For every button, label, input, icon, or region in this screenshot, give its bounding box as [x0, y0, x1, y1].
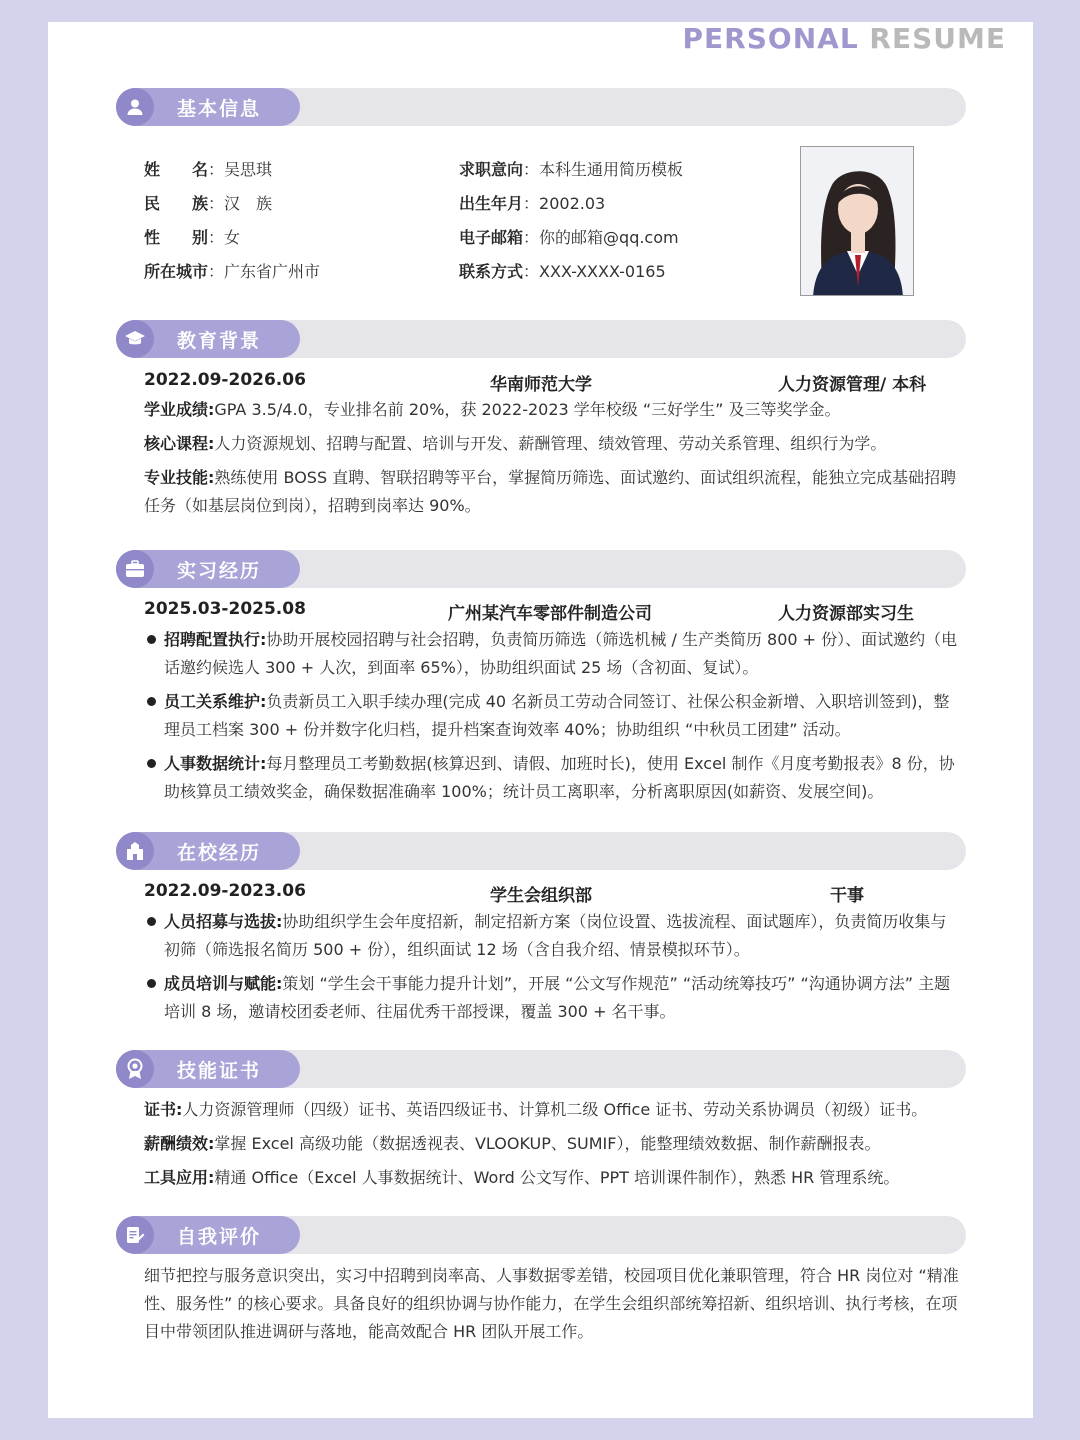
- info-city: 所在城市：广东省广州市: [144, 262, 321, 281]
- info-birth: 出生年月：2002.03: [459, 194, 606, 213]
- info-gender: 性 别：女: [144, 228, 241, 247]
- building-icon: [116, 832, 154, 870]
- section-header-self-evaluation: [116, 1216, 966, 1254]
- education-headline: 2022.09-2026.06 华南师范大学 人力资源管理/ 本科: [144, 370, 927, 395]
- section-title: 基本信息: [177, 98, 262, 120]
- award-icon: [116, 1050, 154, 1088]
- education-skills: 专业技能:熟练使用 BOSS 直聘、智联招聘等平台，掌握简历筛选、面试邀约、面试组织流程，能独立完成基础招聘任务（如基层岗位到岗），招聘到岗率达 90%。: [144, 468, 957, 515]
- internship-headline: 2025.03-2025.08 广州某汽车零部件制造公司 人力资源部实习生: [144, 599, 914, 624]
- section-title: 自我评价: [177, 1226, 262, 1248]
- section-header-skills: [116, 1050, 966, 1088]
- campus-headline: 2022.09-2023.06 学生会组织部 干事: [144, 881, 864, 906]
- bullet-icon: [147, 759, 156, 768]
- skills-payroll: 薪酬绩效:掌握 Excel 高级功能（数据透视表、VLOOKUP、SUMIF），能整理绩效数据、制作薪酬报表。: [144, 1134, 881, 1153]
- section-header-campus: [116, 832, 966, 870]
- section-title: 在校经历: [177, 842, 262, 864]
- section-title: 实习经历: [177, 560, 262, 582]
- bullet-icon: [147, 917, 156, 926]
- info-job-intent: 求职意向：本科生通用简历模板: [459, 160, 684, 179]
- bullet-icon: [147, 697, 156, 706]
- internship-item: 人事数据统计:每月整理员工考勤数据(核算迟到、请假、加班时长)，使用 Excel 制作《月度考勤报表》8 份，协助核算员工绩效奖金，确保数据准确率 100%；统计员工离职率，分析离职原因(如薪资、发展空间)。: [144, 750, 960, 806]
- info-name: 姓 名：吴思琪: [144, 160, 273, 179]
- internship-item: 员工关系维护:负责新员工入职手续办理(完成 40 名新员工劳动合同签订、社保公积金新增、入职培训签到)，整理员工档案 300 + 份并数字化归档，提升档案查询效率 40%；协助组织 “中秋员工团建” 活动。: [144, 688, 960, 744]
- self-evaluation-text: 细节把控与服务意识突出，实习中招聘到岗率高、人事数据零差错，校园项目优化兼职管理，符合 HR 岗位对 “精准性、服务性” 的核心要求。具备良好的组织协调与协作能力，在学生会组织部统筹招新、组织培训、执行考核，在项目中带领团队推进调研与落地，能高效配合 HR 团队开展工作。: [144, 1266, 959, 1341]
- section-title: 教育背景: [177, 330, 262, 352]
- section-header-education: [116, 320, 966, 358]
- graduation-cap-icon: [116, 320, 154, 358]
- section-header-internship: [116, 550, 966, 588]
- info-email: 电子邮箱：你的邮箱@qq.com: [459, 228, 679, 247]
- info-phone: 联系方式：XXX-XXXX-0165: [459, 262, 666, 281]
- section-header-basic-info: [116, 88, 966, 126]
- briefcase-icon: [116, 550, 154, 588]
- skills-tools: 工具应用:精通 Office（Excel 人事数据统计、Word 公文写作、PPT 培训课件制作），熟悉 HR 管理系统。: [144, 1168, 900, 1187]
- internship-item: 招聘配置执行:协助开展校园招聘与社会招聘，负责简历筛选（筛选机械 / 生产类简历 800 + 份）、面试邀约（电话邀约候选人 300 + 人次，到面率 65%），协助组织面试 25 场（含初面、复试）。: [144, 626, 960, 682]
- education-gpa: 学业成绩:GPA 3.5/4.0，专业排名前 20%，获 2022-2023 学年校级 “三好学生” 及三等奖学金。: [144, 400, 841, 419]
- profile-photo: [800, 146, 914, 296]
- skills-certificates: 证书:人力资源管理师（四级）证书、英语四级证书、计算机二级 Office 证书、劳动关系协调员（初级）证书。: [144, 1100, 928, 1119]
- campus-item: 成员培训与赋能:策划 “学生会干事能力提升计划”，开展 “公文写作规范” “活动统筹技巧” “沟通协调方法” 主题培训 8 场，邀请校团委老师、往届优秀干部授课，覆盖 300 + 名干事。: [144, 970, 960, 1026]
- info-ethnicity: 民 族：汉 族: [144, 194, 273, 213]
- bullet-icon: [147, 635, 156, 644]
- resume-title: PERSONAL RESUME: [682, 22, 1006, 55]
- person-icon: [116, 88, 154, 126]
- campus-item: 人员招募与选拔:协助组织学生会年度招新，制定招新方案（岗位设置、选拔流程、面试题库），负责简历收集与初筛（筛选报名简历 500 + 份），组织面试 12 场（含自我介绍、情景模拟环节）。: [144, 908, 960, 964]
- edit-document-icon: [116, 1216, 154, 1254]
- bullet-icon: [147, 979, 156, 988]
- section-title: 技能证书: [177, 1060, 262, 1082]
- education-courses: 核心课程:人力资源规划、招聘与配置、培训与开发、薪酬管理、绩效管理、劳动关系管理、组织行为学。: [144, 434, 887, 453]
